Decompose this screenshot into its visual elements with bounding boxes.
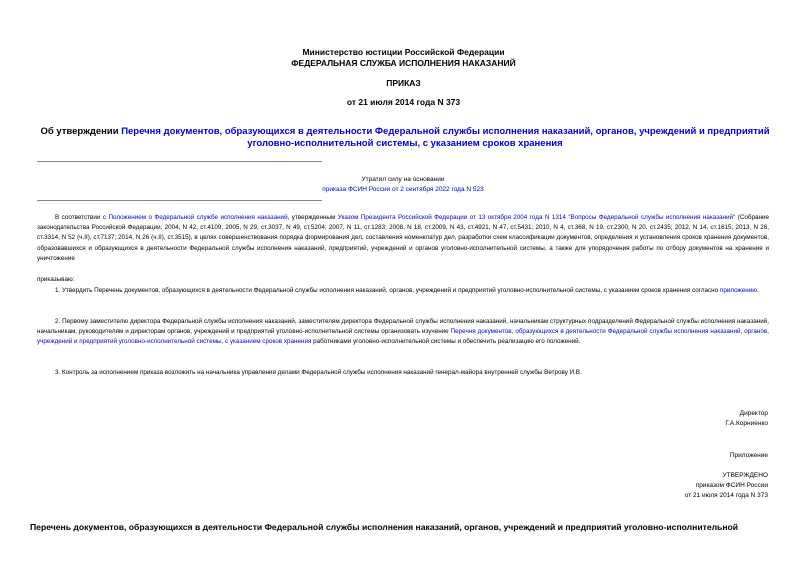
item2-text: 2. Первому заместителю директора Федеральной службы исполнения наказаний, заместителям директора Федеральной службы исполнения наказаний, начальникам структурных подразделений Федеральной службы исполнения наказаний, начальникам, руководителям и директорам органов, учреждений и предприятий уголовно-исполнительной системы организовать изучение (37, 318, 769, 336)
list-title: Перечень документов, образующихся в деятельности Федеральной службы исполнения наказаний, органов, учреждений и предприятий уголовно-исполнительной (30, 522, 739, 532)
document-date: от 21 июля 2014 года N 373 (346, 97, 461, 107)
signature-position: Директор (739, 410, 768, 417)
regulation-link[interactable]: Положением о Федеральной службе исполнения наказаний (108, 214, 288, 221)
order-item-2 (37, 317, 769, 348)
approved-date: от 21 июля 2014 года N 373 (684, 492, 768, 499)
document-title (30, 126, 780, 150)
preamble-text-3: (Собрание законодательства Российской Федерации, 2004, N 42, ст.4109; 2005, N 29, ст.3037, N 49, ст.5204; 2007, N 11, ст.1283; 2008, N 18, ст.2009, N 43, ст.4921, N 47, ст.5431; 2010, N 4, ст.368, N 19, ст.2300, N 20, ст.2435; 2012, N 14, ст.1615; 2013, N 26, ст.3314, N 52 (ч.II), ст.7137; 2014, N 26 (ч.II), ст.3515), в целях совершенствования порядка формирования дел, составления номенклатур дел, разработки схем классификации документов, определения и установления сроков хранения документов, образовавшихся и образующихся в деятельности Федеральной службы исполнения наказаний, предприятий, учреждений и органов уголовно-исполнительной системы, а также для упорядочения работы по отбору документов на хранение и уничтожение (37, 214, 769, 262)
order-item-3: 3. Контроль за исполнением приказа возложить на начальника управления делами Федеральной службы исполнения наказаний генерал-майора внутренней службы Ветрову И.В. (55, 369, 582, 376)
decree-link[interactable]: Указом Президента Российской Федерации от 13 октября 2004 года N 1314 "Вопросы Федеральной службы исполнения наказаний" (337, 214, 736, 221)
document-type: ПРИКАЗ (386, 78, 421, 88)
signature-name: Г.А.Корниенко (725, 420, 768, 427)
list-link[interactable]: Перечня документов, образующихся в деятельности Федеральной службы исполнения наказаний, органов, учреждений и предприятий уголовно-исполнительной системы, с указанием сроков хранения (37, 328, 769, 346)
service-name: ФЕДЕРАЛЬНАЯ СЛУЖБА ИСПОЛНЕНИЯ НАКАЗАНИЙ (291, 58, 516, 68)
approved-by: приказом ФСИН России (695, 482, 768, 489)
divider-top (37, 161, 322, 162)
approved-label: УТВЕРЖДЕНО (722, 472, 768, 479)
appendix-link[interactable]: приложению (719, 287, 757, 294)
ministry-name: Министерство юстиции Российской Федерации (302, 47, 505, 57)
preamble-text-2: , утвержденным (287, 214, 338, 221)
item2-end: работниками уголовно-исполнительной системы и обеспечить реализацию его положений. (311, 338, 581, 346)
validity-note: Утратил силу на основании (361, 176, 445, 183)
preamble (37, 213, 769, 264)
item1-end: . (756, 287, 759, 294)
title-link[interactable]: Перечня документов, образующихся в деятельности Федеральной службы исполнения наказаний, органов, учреждений и предприятий уголовно-исполнительной системы, с указанием сроков хранения (121, 126, 770, 149)
repeal-order-link[interactable]: приказа ФСИН России от 2 сентября 2022 года N 523 (322, 186, 484, 193)
divider-bottom (37, 200, 322, 201)
item1-text: 1. Утвердить Перечень документов, образующихся в деятельности Федеральной службы исполнения наказаний, органов, учреждений и предприятий уголовно-исполнительной системы, с указанием сроков хранения согласно (55, 287, 720, 294)
preamble-text-1: В соответствии с (55, 214, 109, 221)
validity-link-row (37, 185, 769, 195)
order-word: приказываю: (37, 276, 75, 283)
appendix-label: Приложение (729, 452, 768, 459)
order-item-1 (37, 286, 769, 296)
title-prefix: Об утверждении (40, 126, 122, 137)
